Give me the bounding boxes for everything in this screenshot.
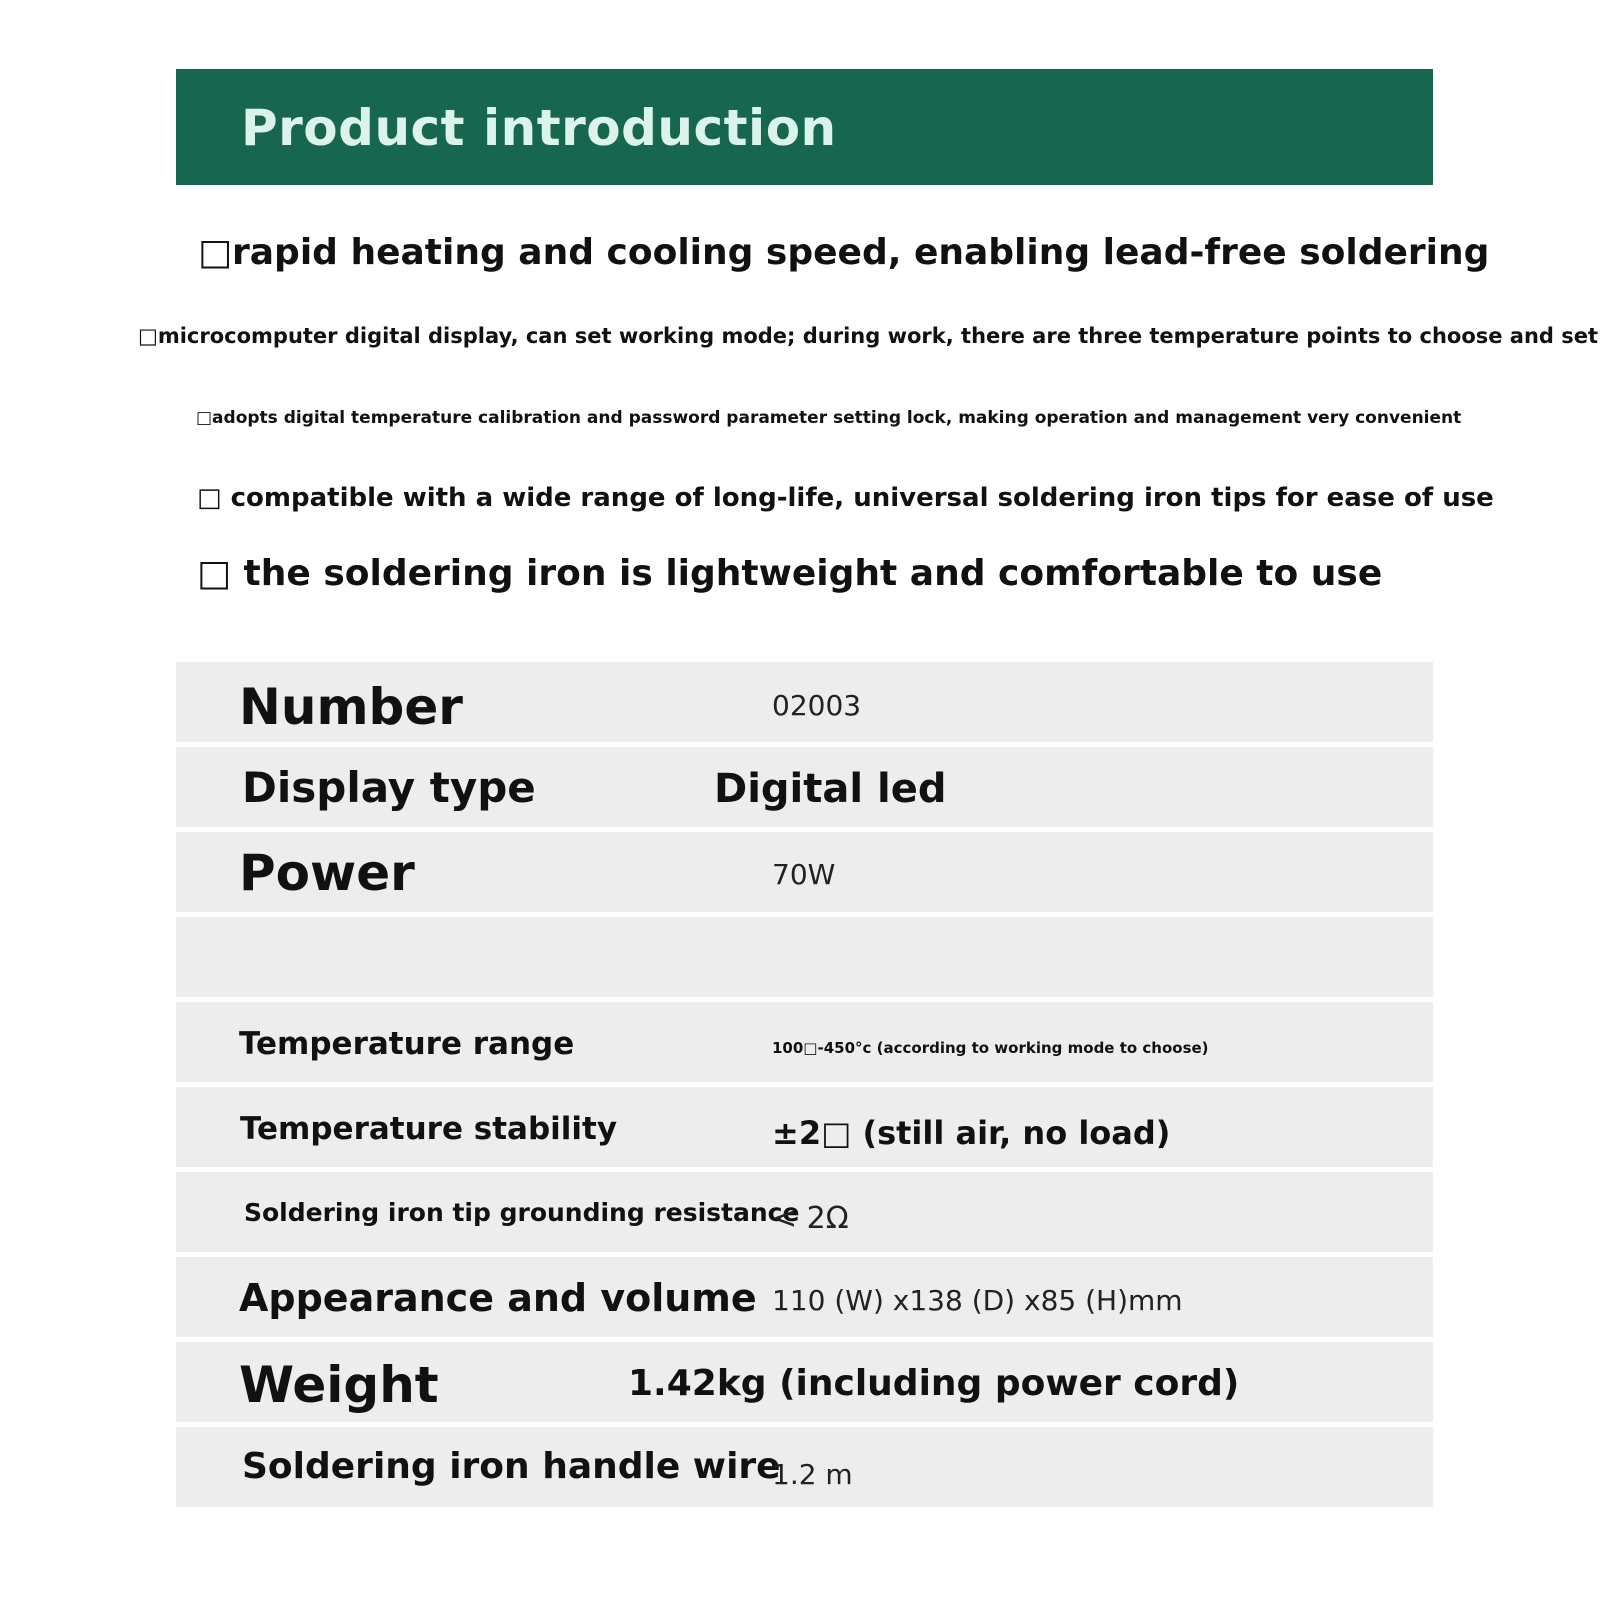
- spec-row-tip-grounding-resistance: [176, 1172, 1433, 1252]
- spec-value-temperature-stability: ±2□ (still air, no load): [772, 1114, 1171, 1152]
- spec-value-weight: 1.42kg (including power cord): [628, 1363, 1240, 1404]
- spec-row-temperature-range: [176, 1002, 1433, 1082]
- spec-label-display-type: Display type: [242, 763, 536, 812]
- spec-value-power: 70W: [772, 858, 836, 891]
- spec-value-handle-wire: 1.2 m: [772, 1458, 853, 1491]
- product-introduction-banner: [176, 69, 1433, 185]
- feature-item: □ compatible with a wide range of long-life, universal soldering iron tips for ease of use: [197, 483, 1494, 513]
- spec-value-tip-grounding-resistance: < 2Ω: [772, 1201, 849, 1236]
- spec-label-handle-wire: Soldering iron handle wire: [242, 1446, 781, 1487]
- spec-row-number: [176, 662, 1433, 742]
- spec-label-number: Number: [239, 678, 463, 736]
- spec-row-appearance-volume: [176, 1257, 1433, 1337]
- feature-item: □rapid heating and cooling speed, enabling lead-free soldering: [198, 232, 1490, 273]
- feature-item: □microcomputer digital display, can set working mode; during work, there are three temperature points to choose and set: [138, 324, 1599, 348]
- spec-label-temperature-range: Temperature range: [239, 1026, 575, 1062]
- spec-label-power: Power: [239, 844, 415, 902]
- spec-row-handle-wire: [176, 1427, 1433, 1507]
- spec-value-number: 02003: [772, 689, 862, 722]
- feature-item: □adopts digital temperature calibration and password parameter setting lock, making operation and management very convenient: [196, 408, 1462, 428]
- spec-value-display-type: Digital led: [714, 766, 947, 812]
- spec-row-temperature-stability: [176, 1087, 1433, 1167]
- spec-row-weight: [176, 1342, 1433, 1422]
- spec-label-weight: Weight: [239, 1356, 439, 1414]
- feature-item: □ the soldering iron is lightweight and comfortable to use: [197, 553, 1383, 594]
- spec-row-display-type: [176, 747, 1433, 827]
- spec-table: [176, 662, 1433, 1512]
- spec-row-power: [176, 832, 1433, 912]
- spec-label-tip-grounding-resistance: Soldering iron tip grounding resistance: [244, 1198, 800, 1227]
- spec-value-temperature-range: 100□-450°c (according to working mode to choose): [772, 1039, 1209, 1057]
- banner-title: Product introduction: [241, 99, 837, 157]
- spec-label-appearance-volume: Appearance and volume: [239, 1276, 757, 1320]
- spec-value-appearance-volume: 110 (W) x138 (D) x85 (H)mm: [772, 1284, 1183, 1317]
- spec-row-blank: [176, 917, 1433, 997]
- spec-label-temperature-stability: Temperature stability: [240, 1111, 618, 1147]
